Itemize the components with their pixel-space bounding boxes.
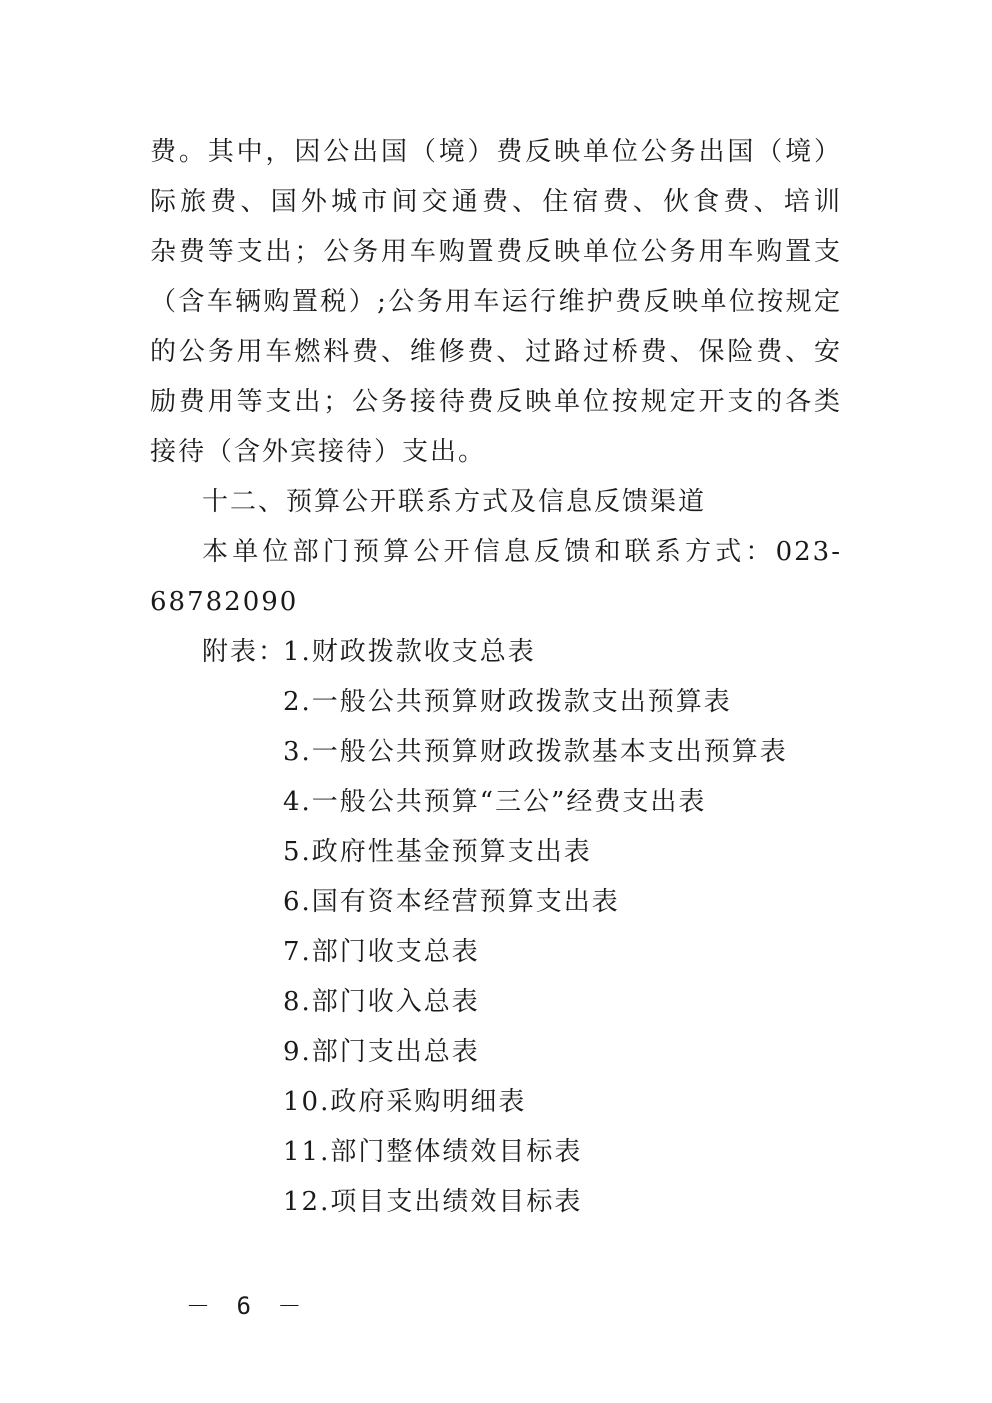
attachment-item: 11.部门整体绩效目标表 xyxy=(283,1137,583,1167)
attachment-item: 9.部门支出总表 xyxy=(283,1037,480,1067)
section-heading: 十二、预算公开联系方式及信息反馈渠道 xyxy=(202,487,707,517)
attachment-item: 8.部门收入总表 xyxy=(283,987,480,1017)
attachment-item: 7.部门收支总表 xyxy=(283,937,480,967)
attachment-item: 6.国有资本经营预算支出表 xyxy=(283,887,620,917)
contact-line: 本单位部门预算公开信息反馈和联系方式：023- xyxy=(202,537,842,567)
paragraph-line: 费。其中，因公出国（境）费反映单位公务出国（境） xyxy=(150,137,842,167)
paragraph-line: 的公务用车燃料费、维修费、过路过桥费、保险费、安 xyxy=(150,337,842,367)
paragraph-line: 际旅费、国外城市间交通费、住宿费、伙食费、培训 xyxy=(150,187,842,217)
attachment-item: 10.政府采购明细表 xyxy=(283,1087,527,1117)
paragraph-line: 杂费等支出；公务用车购置费反映单位公务用车购置支 xyxy=(150,237,842,267)
paragraph-line: （含车辆购置税）;公务用车运行维护费反映单位按规定 xyxy=(150,287,842,317)
attachment-item: 12.项目支出绩效目标表 xyxy=(283,1187,583,1217)
page-number: － 6 － xyxy=(186,1292,308,1320)
contact-phone: 68782090 xyxy=(150,587,299,617)
paragraph-line: 励费用等支出；公务接待费反映单位按规定开支的各类 xyxy=(150,387,842,417)
attachment-item: 2.一般公共预算财政拨款支出预算表 xyxy=(283,687,732,717)
attachment-item: 4.一般公共预算“三公”经费支出表 xyxy=(283,787,707,817)
attachment-label: 附表： xyxy=(202,637,287,667)
paragraph-line: 接待（含外宾接待）支出。 xyxy=(150,437,487,467)
attachment-item: 5.政府性基金预算支出表 xyxy=(283,837,592,867)
attachment-item: 3.一般公共预算财政拨款基本支出预算表 xyxy=(283,737,788,767)
attachment-item: 1.财政拨款收支总表 xyxy=(283,637,536,667)
